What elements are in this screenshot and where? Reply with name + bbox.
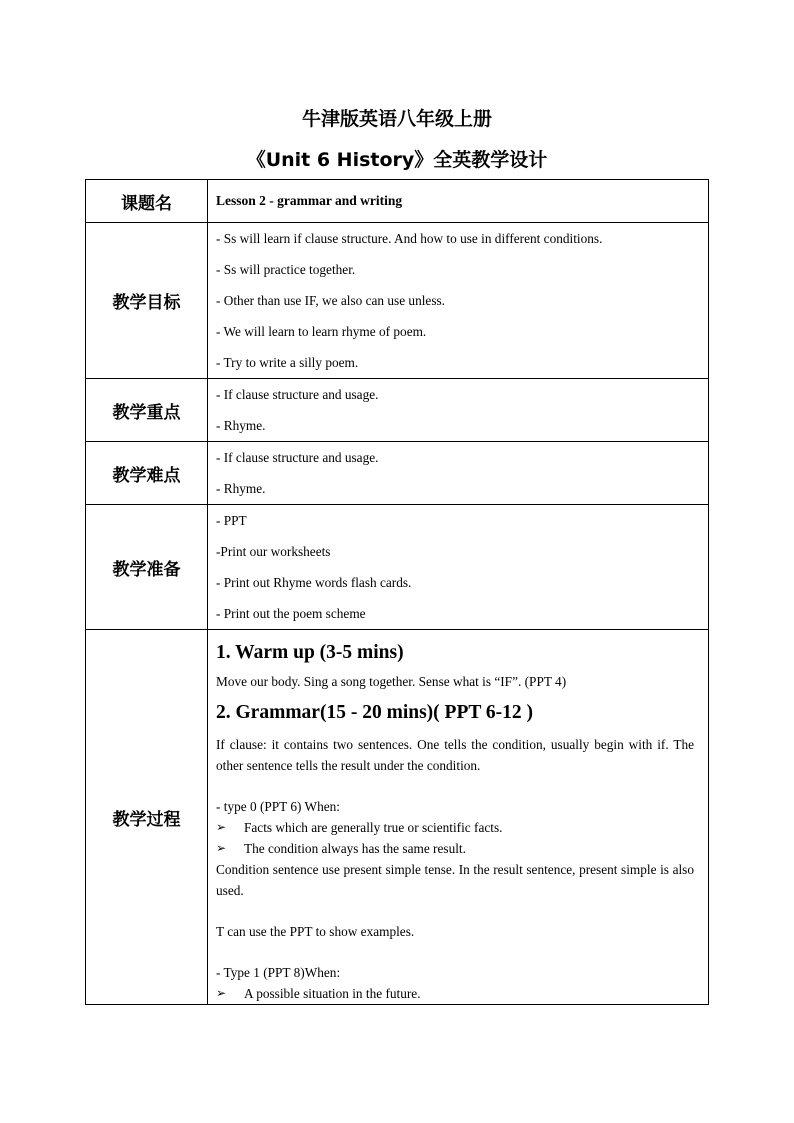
table-row-process: [86, 630, 709, 1005]
arrow-bullet-icon: ➢: [216, 986, 227, 1000]
topic-cell: [208, 180, 709, 223]
objective-item: - Ss will practice together.: [216, 261, 356, 277]
arrow-bullet-icon: ➢: [216, 841, 227, 855]
document-title: 牛津版英语八年级上册: [301, 108, 492, 130]
process-cell: [208, 630, 709, 1005]
condition-text: Condition sentence use present simple tense. In the result sentence, present simple is also used.: [216, 862, 694, 898]
objective-item: - Other than use IF, we also can use unless.: [216, 292, 445, 308]
row-label-preparation: 教学准备: [86, 505, 208, 630]
objectives-cell: [208, 223, 709, 379]
type1-line: - Type 1 (PPT 8)When:: [216, 965, 341, 980]
table-row-preparation: [86, 505, 709, 630]
ppt-examples-text: T can use the PPT to show examples.: [216, 924, 415, 939]
objective-item: - Try to write a silly poem.: [216, 354, 359, 370]
warmup-heading: 1. Warm up (3-5 mins): [216, 642, 404, 663]
table-row-objectives: [86, 223, 709, 379]
bullet-text: The condition always has the same result.: [244, 841, 466, 856]
row-label-difficult-points: 教学难点: [86, 442, 208, 505]
warmup-text: Move our body. Sing a song together. Sense what is “IF”. (PPT 4): [216, 674, 567, 689]
table-row-topic: [86, 180, 709, 223]
objective-item: - Ss will learn if clause structure. And how to use in different conditions.: [216, 230, 603, 246]
key-point-item: - Rhyme.: [216, 417, 266, 433]
lesson-plan-table: [85, 179, 709, 1005]
lesson-title: Lesson 2 - grammar and writing: [216, 193, 403, 208]
document-subtitle: 《Unit 6 History》全英教学设计: [246, 149, 548, 171]
bullet-item: [216, 838, 694, 859]
difficult-point-item: - Rhyme.: [216, 480, 266, 496]
key-points-cell: [208, 379, 709, 442]
key-point-item: - If clause structure and usage.: [216, 386, 379, 402]
bullet-text: Facts which are generally true or scientific facts.: [244, 820, 503, 835]
spacer: [216, 776, 694, 796]
row-label-process: 教学过程: [86, 630, 208, 1005]
table-row-key-points: [86, 379, 709, 442]
spacer: [216, 901, 694, 921]
bullet-item: [216, 983, 694, 1004]
grammar-text: If clause: it contains two sentences. One tells the condition, usually begin with if. The other sentence tells the result under the condition.: [216, 737, 694, 773]
row-label-topic: 课题名: [86, 180, 208, 223]
preparation-item: - PPT: [216, 512, 247, 528]
objective-item: - We will learn to learn rhyme of poem.: [216, 323, 427, 339]
arrow-bullet-icon: ➢: [216, 820, 227, 834]
bullet-item: [216, 817, 694, 838]
preparation-cell: [208, 505, 709, 630]
table-row-difficult-points: [86, 442, 709, 505]
preparation-item: - Print out Rhyme words flash cards.: [216, 574, 412, 590]
row-label-key-points: 教学重点: [86, 379, 208, 442]
spacer: [216, 942, 694, 962]
bullet-text: A possible situation in the future.: [244, 986, 421, 1001]
preparation-item: -Print our worksheets: [216, 543, 331, 559]
row-label-objectives: 教学目标: [86, 223, 208, 379]
preparation-item: - Print out the poem scheme: [216, 605, 366, 621]
grammar-heading: 2. Grammar(15 - 20 mins)( PPT 6-12 ): [216, 702, 533, 723]
difficult-point-item: - If clause structure and usage.: [216, 449, 379, 465]
difficult-points-cell: [208, 442, 709, 505]
type0-line: - type 0 (PPT 6) When:: [216, 799, 340, 814]
